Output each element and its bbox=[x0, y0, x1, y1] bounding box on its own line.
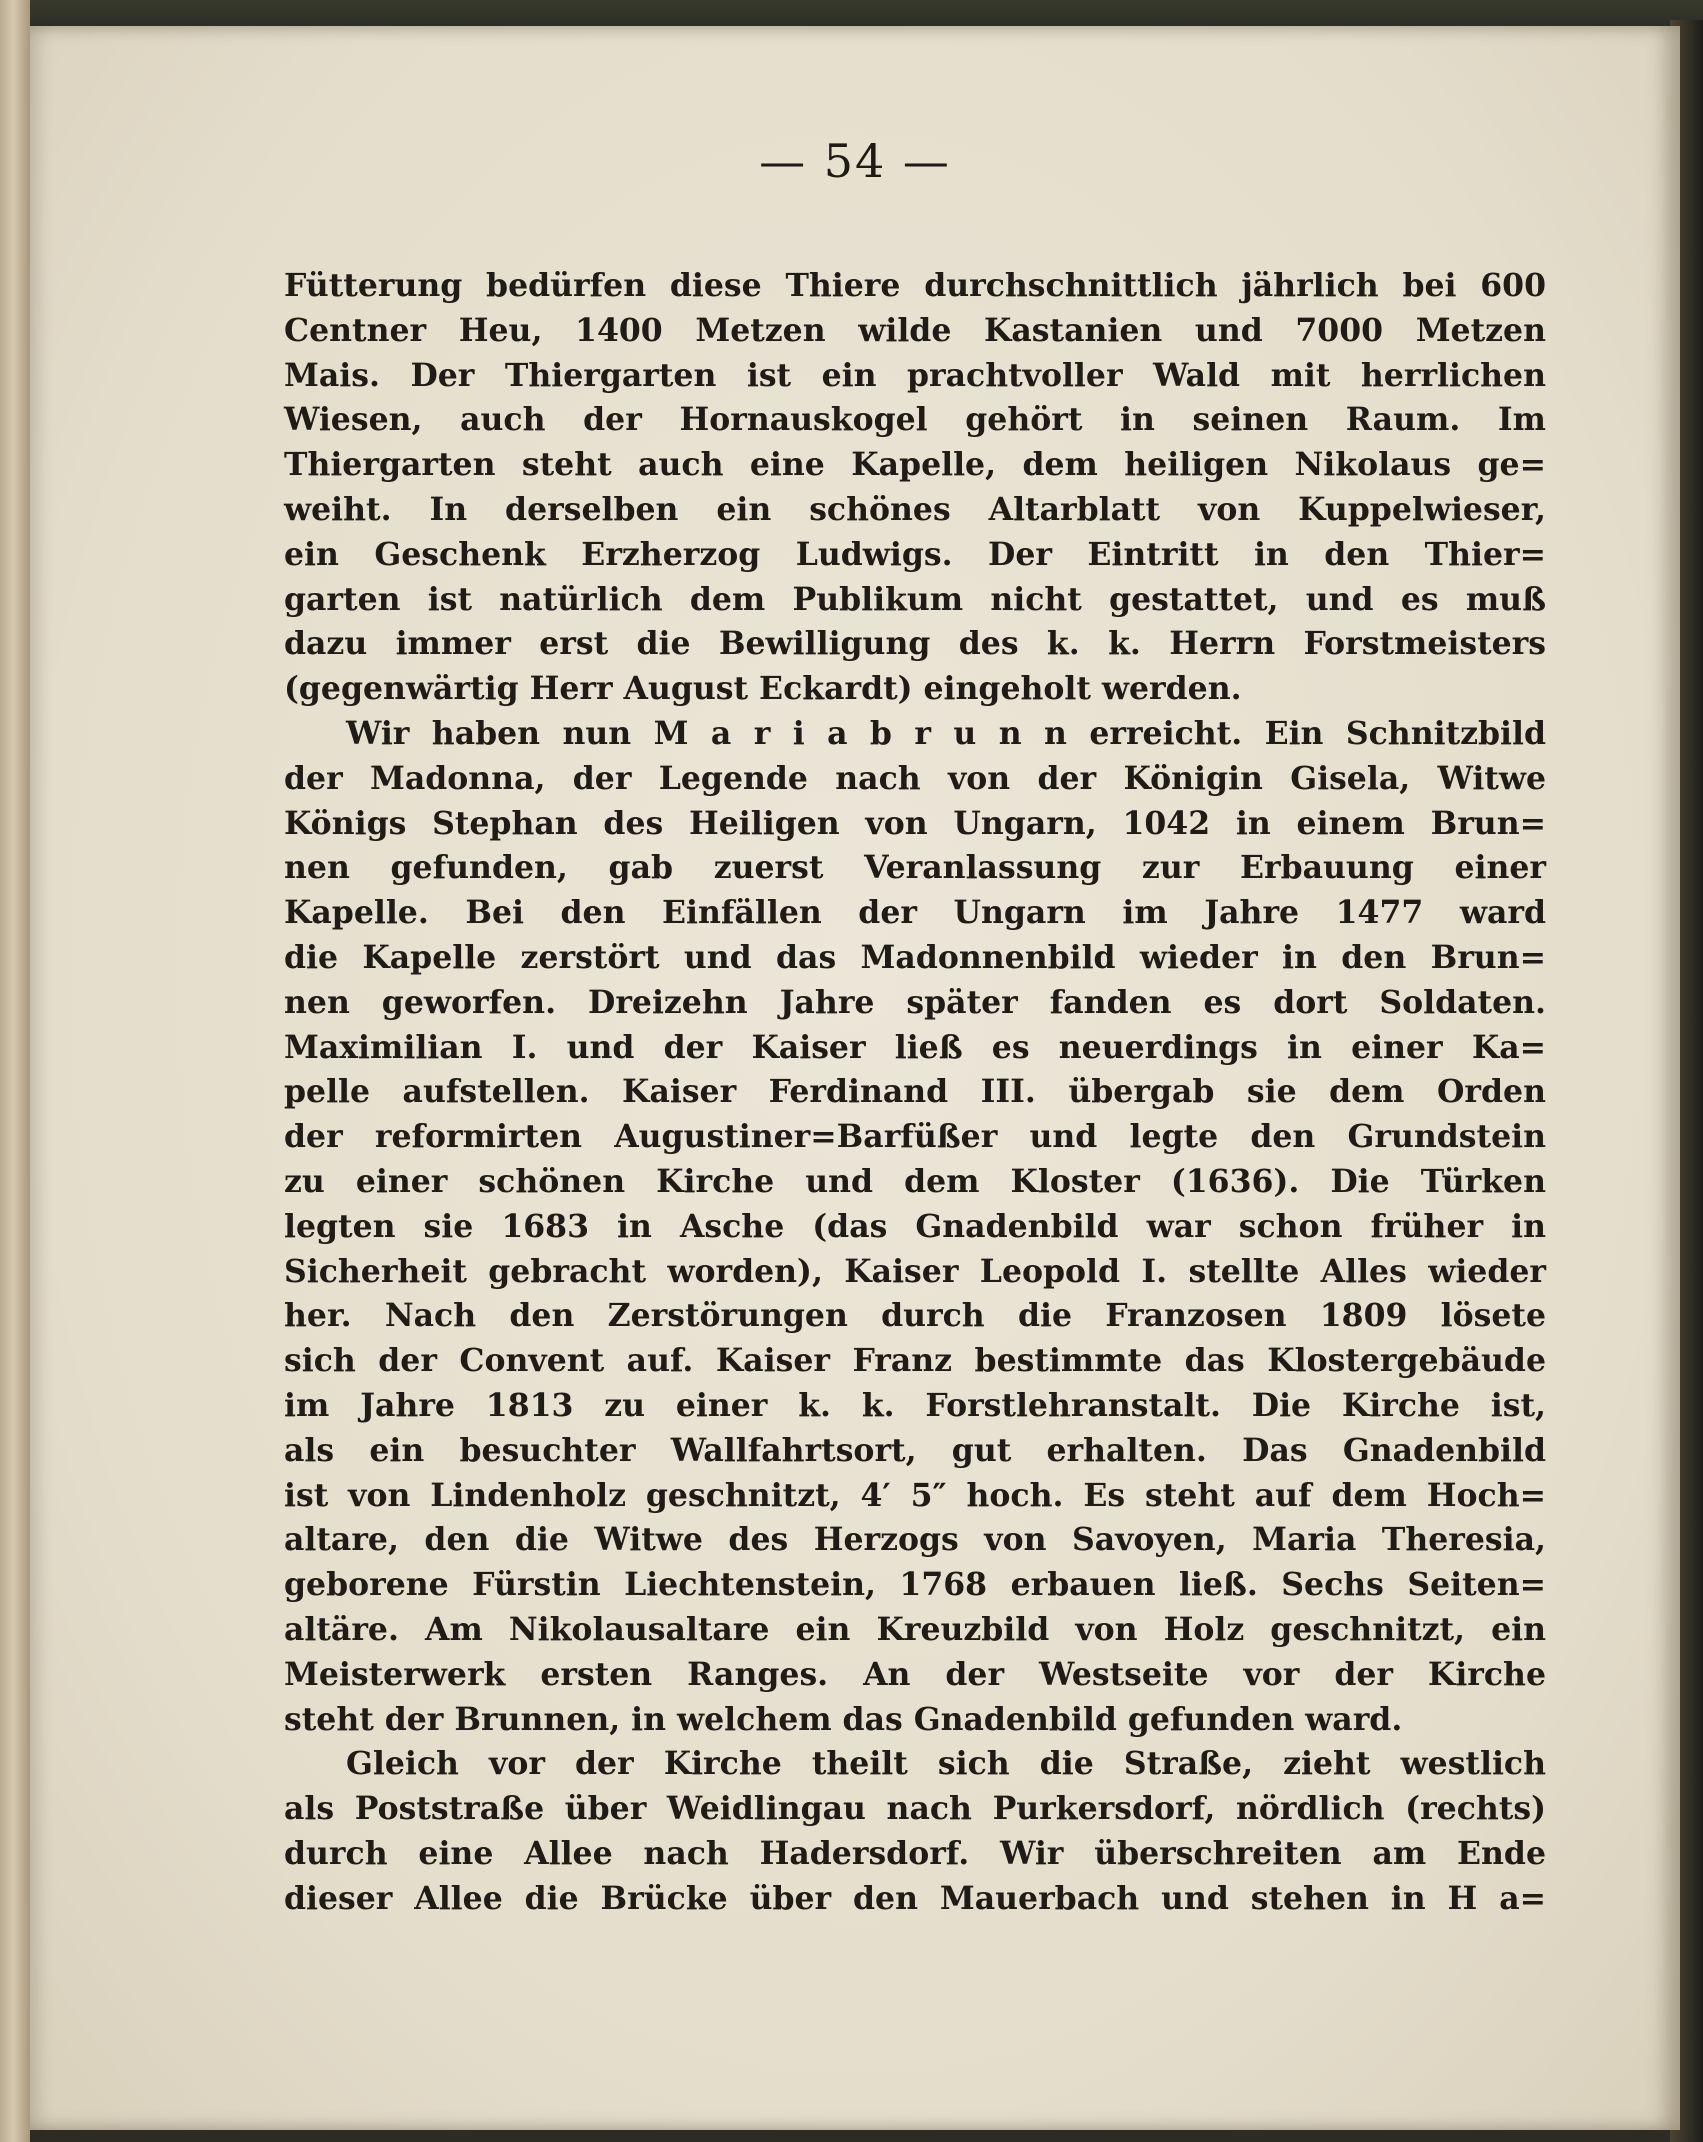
text-line: altäre. Am Nikolausaltare ein Kreuzbild von Holz geschnitzt, ein bbox=[284, 1610, 1546, 1648]
text-line: dazu immer erst die Bewilligung des k. k. Herrn Forstmeisters bbox=[284, 625, 1546, 663]
text-line: nen gefunden, gab zuerst Veranlassung zur Erbauung einer bbox=[284, 849, 1546, 887]
text-line: der Madonna, der Legende nach von der Königin Gisela, Witwe bbox=[284, 759, 1546, 797]
text-line: Kapelle. Bei den Einfällen der Ungarn im Jahre 1477 ward bbox=[284, 894, 1546, 932]
text-line: Meisterwerk ersten Ranges. An der Westseite vor der Kirche bbox=[284, 1655, 1546, 1693]
text-line: Wiesen, auch der Hornauskogel gehört in seinen Raum. Im bbox=[284, 401, 1546, 439]
text-line: garten ist natürlich dem Publikum nicht gestattet, und es muß bbox=[284, 580, 1546, 618]
text-line: ein Geschenk Erzherzog Ludwigs. Der Eintritt in den Thier= bbox=[284, 535, 1546, 573]
book-page bbox=[30, 26, 1680, 2130]
text-line: geborene Fürstin Liechtenstein, 1768 erbauen ließ. Sechs Seiten= bbox=[284, 1566, 1546, 1604]
body-text bbox=[284, 264, 1546, 1921]
text-line: Centner Heu, 1400 Metzen wilde Kastanien und 7000 Metzen bbox=[284, 311, 1546, 349]
text-line: der reformirten Augustiner=Barfüßer und legte den Grundstein bbox=[284, 1118, 1546, 1156]
text-line: durch eine Allee nach Hadersdorf. Wir überschreiten am Ende bbox=[284, 1834, 1546, 1872]
text-line: Fütterung bedürfen diese Thiere durchschnittlich jährlich bei 600 bbox=[284, 267, 1546, 304]
text-line: Wir haben nun M a r i a b r u n n erreicht. Ein Schnitzbild bbox=[346, 714, 1546, 752]
book-binding bbox=[0, 0, 30, 2142]
text-line: weiht. In derselben ein schönes Altarblatt von Kuppelwieser, bbox=[284, 490, 1546, 528]
text-line: legten sie 1683 in Asche (das Gnadenbild war schon früher in bbox=[284, 1207, 1546, 1245]
text-line: als Poststraße über Weidlingau nach Purkersdorf, nördlich (rechts) bbox=[284, 1790, 1546, 1828]
text-line: im Jahre 1813 zu einer k. k. Forstlehranstalt. Die Kirche ist, bbox=[284, 1386, 1546, 1424]
text-line: Königs Stephan des Heiligen von Ungarn, 1042 in einem Brun= bbox=[284, 804, 1546, 842]
text-line: steht der Brunnen, in welchem das Gnadenbild gefunden ward. bbox=[284, 1700, 1403, 1738]
text-line: Sicherheit gebracht worden), Kaiser Leopold I. stellte Alles wieder bbox=[284, 1252, 1546, 1290]
text-line: pelle aufstellen. Kaiser Ferdinand III. übergab sie dem Orden bbox=[284, 1073, 1546, 1111]
text-line: altare, den die Witwe des Herzogs von Savoyen, Maria Theresia, bbox=[284, 1521, 1546, 1559]
text-line: dieser Allee die Brücke über den Mauerbach und stehen in H a= bbox=[284, 1879, 1546, 1917]
text-line: ist von Lindenholz geschnitzt, 4′ 5″ hoch. Es steht auf dem Hoch= bbox=[284, 1476, 1546, 1514]
text-line: Mais. Der Thiergarten ist ein prachtvoller Wald mit herrlichen bbox=[284, 356, 1546, 394]
page-number: — 54 — bbox=[759, 134, 951, 188]
text-line: Gleich vor der Kirche theilt sich die Straße, zieht westlich bbox=[346, 1745, 1546, 1783]
text-line: die Kapelle zerstört und das Madonnenbild wieder in den Brun= bbox=[284, 938, 1546, 976]
text-line: (gegenwärtig Herr August Eckardt) eingeholt werden. bbox=[284, 670, 1242, 708]
text-line: nen geworfen. Dreizehn Jahre später fanden es dort Soldaten. bbox=[284, 983, 1546, 1021]
text-line: Thiergarten steht auch eine Kapelle, dem heiligen Nikolaus ge= bbox=[284, 446, 1546, 484]
text-line: sich der Convent auf. Kaiser Franz bestimmte das Klostergebäude bbox=[284, 1342, 1546, 1380]
text-line: Maximilian I. und der Kaiser ließ es neuerdings in einer Ka= bbox=[284, 1028, 1546, 1066]
text-line: zu einer schönen Kirche und dem Kloster (1636). Die Türken bbox=[284, 1162, 1546, 1200]
text-line: her. Nach den Zerstörungen durch die Franzosen 1809 lösete bbox=[284, 1297, 1546, 1335]
text-line: als ein besuchter Wallfahrtsort, gut erhalten. Das Gnadenbild bbox=[284, 1431, 1546, 1469]
